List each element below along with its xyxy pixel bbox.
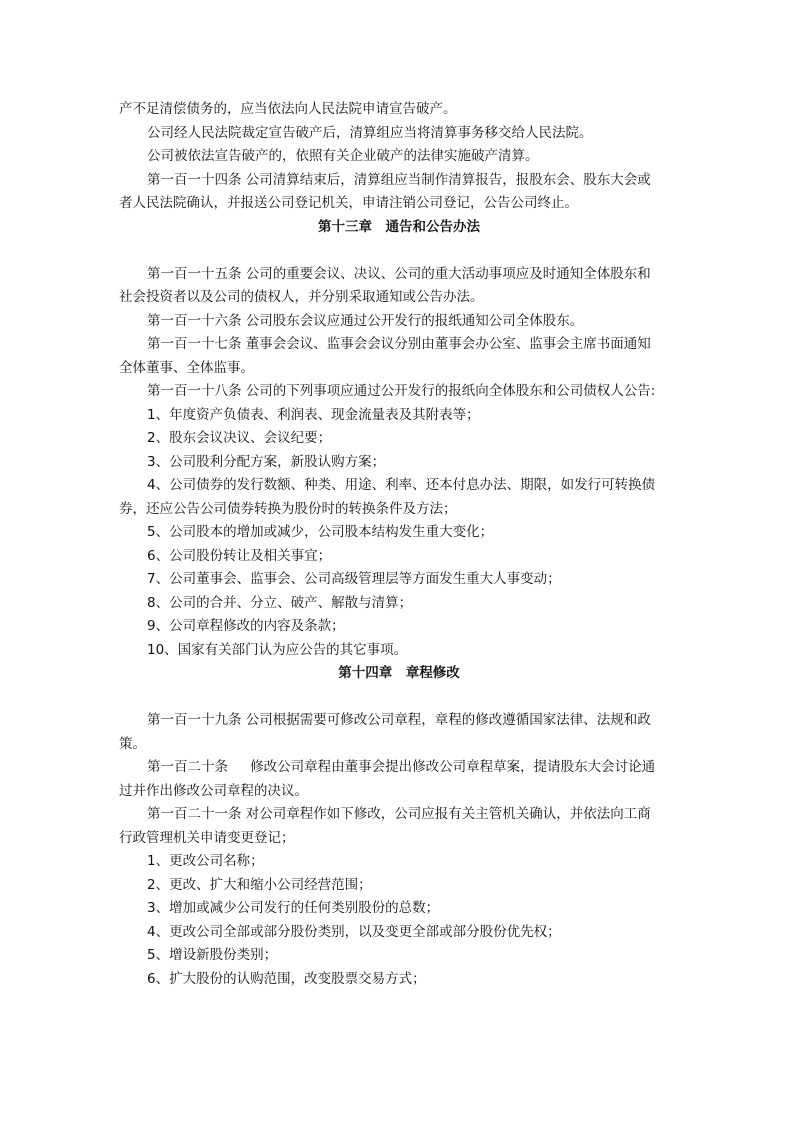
text-line: 公司被依法宣告破产的，依照有关企业破产的法律实施破产清算。 bbox=[147, 148, 539, 164]
article-117-cont: 全体董事、全体监事。 bbox=[119, 359, 254, 376]
list-item: 8、公司的合并、分立、破产、解散与清算； bbox=[147, 594, 413, 611]
text-line: 公司经人民法院裁定宣告破产后，清算组应当将清算事务移交给人民法院。 bbox=[147, 124, 593, 141]
article-115-cont: 社会投资者以及公司的债权人，并分别采取通知或公告办法。 bbox=[119, 289, 484, 305]
list-item: 2、股东会议决议、会议纪要； bbox=[147, 430, 332, 446]
list-item: 1、更改公司名称； bbox=[147, 853, 264, 869]
list-item: 7、公司董事会、监事会、公司高级管理层等方面发生重大人事变动； bbox=[147, 571, 561, 587]
article-119-cont: 策。 bbox=[119, 735, 146, 752]
article-114-cont: 者人民法院确认，并报送公司登记机关，申请注销公司登记，公告公司终止。 bbox=[119, 195, 578, 211]
article-120: 第一百二十条 修改公司章程由董事会提出修改公司章程草案，提请股东大会讨论通 bbox=[147, 759, 656, 775]
article-117: 第一百一十七条 董事会会议、监事会会议分别由董事会办公室、监事会主席书面通知 bbox=[147, 336, 651, 352]
list-item: 4、更改公司全部或部分股份类别，以及变更全部或部分股份优先权； bbox=[147, 923, 561, 940]
article-120-cont: 过并作出修改公司章程的决议。 bbox=[119, 782, 308, 799]
list-item: 1、年度资产负债表、利润表、现金流量表及其附表等； bbox=[147, 406, 480, 423]
list-item-cont: 券，还应公告公司债券转换为股份时的转换条件及方法； bbox=[119, 500, 457, 517]
list-item: 5、公司股本的增加或减少，公司股本结构发生重大变化； bbox=[147, 524, 494, 540]
list-item: 5、增设新股份类别； bbox=[147, 947, 278, 963]
list-item: 3、增加或减少公司发行的任何类别股份的总数； bbox=[147, 900, 440, 916]
list-item: 2、更改、扩大和缩小公司经营范围； bbox=[147, 876, 372, 893]
list-item: 6、公司股份转让及相关事宜； bbox=[147, 547, 332, 564]
article-121: 第一百二十一条 对公司章程作如下修改，公司应报有关主管机关确认，并依法向工商 bbox=[147, 806, 651, 822]
article-114: 第一百一十四条 公司清算结束后，清算组应当制作清算报告，报股东会、股东大会或 bbox=[147, 171, 651, 188]
chapter-13-title: 第十三章 通告和公告办法 bbox=[318, 218, 480, 235]
text-line: 产不足清偿债务的，应当依法向人民法院申请宣告破产。 bbox=[119, 101, 457, 117]
list-item: 3、公司股利分配方案，新股认购方案； bbox=[147, 453, 386, 470]
article-115: 第一百一十五条 公司的重要会议、决议、公司的重大活动事项应及时通知全体股东和 bbox=[147, 265, 651, 282]
article-119: 第一百一十九条 公司根据需要可修改公司章程，章程的修改遵循国家法律、法规和政 bbox=[147, 712, 651, 728]
article-116: 第一百一十六条 公司股东会议应通过公开发行的报纸通知公司全体股东。 bbox=[147, 312, 584, 329]
list-item: 6、扩大股份的认购范围，改变股票交易方式； bbox=[147, 970, 426, 987]
article-118: 第一百一十八条 公司的下列事项应通过公开发行的报纸向全体股东和公司债权人公告: bbox=[147, 383, 656, 399]
article-121-cont: 行政管理机关申请变更登记； bbox=[119, 829, 295, 846]
list-item: 10、国家有关部门认为应公告的其它事项。 bbox=[147, 641, 408, 658]
chapter-14-title: 第十四章 章程修改 bbox=[338, 665, 460, 681]
list-item: 9、公司章程修改的内容及条款； bbox=[147, 618, 345, 634]
list-item: 4、公司债券的发行数额、种类、用途、利率、还本付息办法、期限，如发行可转换债 bbox=[147, 477, 656, 493]
document-body bbox=[119, 98, 679, 991]
